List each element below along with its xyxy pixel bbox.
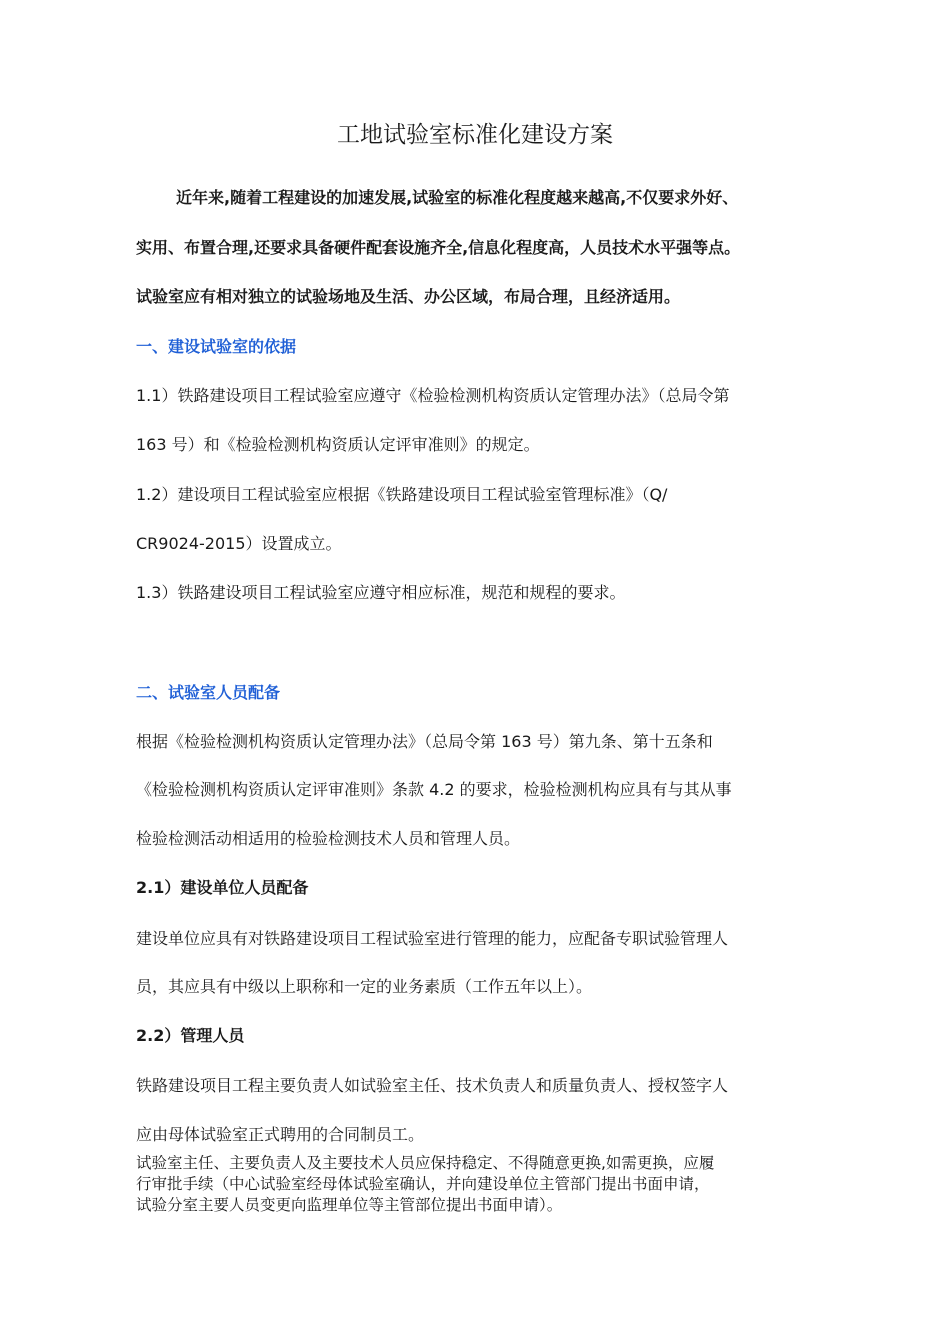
subsection-2-2-line-5: 试验分室主要人员变更向监理单位等主管部位提出书面申请）。 <box>136 1196 563 1214</box>
section-2-para-line-1: 根据《检验检测机构资质认定管理办法》（总局令第 163 号）第九条、第十五条和 <box>136 732 713 751</box>
section-2-heading: 二、试验室人员配备 <box>136 683 281 702</box>
subsection-2-1-heading: 2.1）建设单位人员配备 <box>136 878 309 897</box>
document-title: 工地试验室标准化建设方案 <box>337 122 613 148</box>
subsection-2-2-line-4: 行审批手续（中心试验室经母体试验室确认，并向建设单位主管部门提出书面申请， <box>136 1175 710 1193</box>
section-2-para-line-2: 《检验检测机构资质认定评审准则》条款 4.2 的要求，检验检测机构应具有与其从事 <box>136 780 732 799</box>
section-1-item-1-line-2: 163 号）和《检验检测机构资质认定评审准则》的规定。 <box>136 435 540 454</box>
section-2-para-line-3: 检验检测活动相适用的检验检测技术人员和管理人员。 <box>136 829 521 848</box>
section-1-heading: 一、建设试验室的依据 <box>136 337 297 356</box>
section-1-item-2-line-1: 1.2）建设项目工程试验室应根据《铁路建设项目工程试验室管理标准》（Q/ <box>136 485 668 504</box>
section-1-item-3: 1.3）铁路建设项目工程试验室应遵守相应标准，规范和规程的要求。 <box>136 583 626 602</box>
subsection-2-2-heading: 2.2）管理人员 <box>136 1026 245 1045</box>
subsection-2-1-line-1: 建设单位应具有对铁路建设项目工程试验室进行管理的能力，应配备专职试验管理人 <box>136 929 729 948</box>
section-1-item-2-line-2: CR9024-2015）设置成立。 <box>136 534 342 553</box>
subsection-2-1-line-2: 员，其应具有中级以上职称和一定的业务素质（工作五年以上）。 <box>136 977 593 996</box>
intro-line-3: 试验室应有相对独立的试验场地及生活、办公区域，布局合理，且经济适用。 <box>136 287 681 306</box>
subsection-2-2-line-2: 应由母体试验室正式聘用的合同制员工。 <box>136 1125 425 1144</box>
subsection-2-2-line-3: 试验室主任、主要负责人及主要技术人员应保持稳定、不得随意更换,如需更换，应履 <box>136 1154 715 1172</box>
intro-line-1: 近年来,随着工程建设的加速发展,试验室的标准化程度越来越高,不仅要求外好、 <box>176 188 739 207</box>
subsection-2-2-line-1: 铁路建设项目工程主要负责人如试验室主任、技术负责人和质量负责人、授权签字人 <box>136 1076 729 1095</box>
intro-line-2: 实用、布置合理,还要求具备硬件配套设施齐全,信息化程度高，人员技术水平强等点。 <box>136 238 741 257</box>
section-1-item-1-line-1: 1.1）铁路建设项目工程试验室应遵守《检验检测机构资质认定管理办法》（总局令第 <box>136 386 730 405</box>
